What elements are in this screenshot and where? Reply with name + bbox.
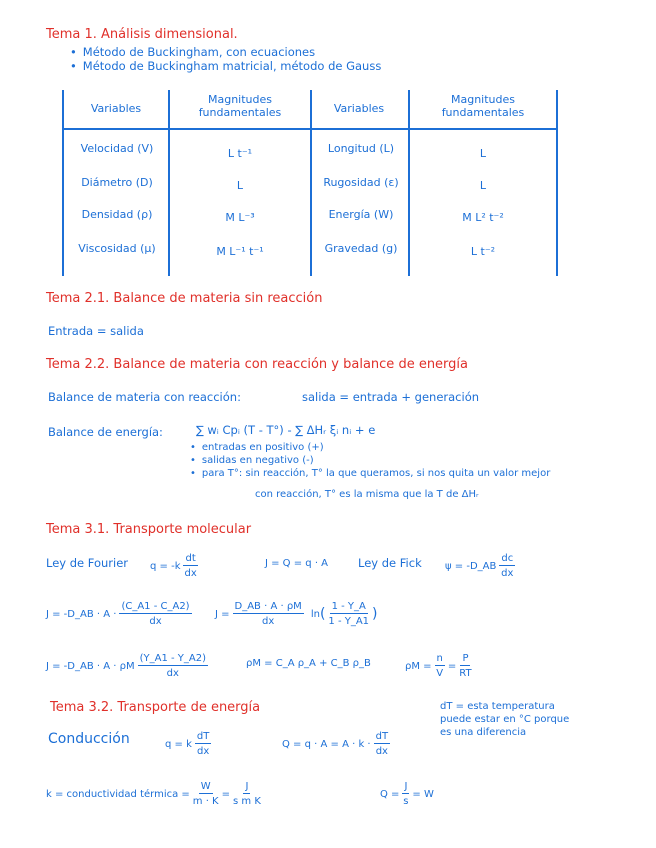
table-cell: Rugosidad (ε) (323, 176, 399, 189)
power-equation (380, 780, 434, 808)
tema31-title: Tema 3.1. Transporte molecular (46, 522, 252, 537)
eq3-fraction (233, 600, 304, 628)
fourier-label: Ley de Fourier (46, 556, 129, 570)
q-rhs: = W (412, 788, 434, 800)
table-header-rule (62, 128, 558, 130)
fick-equation (445, 552, 518, 580)
materia-label: Balance de materia con reacción: (48, 390, 241, 404)
k-fraction-2 (233, 780, 261, 808)
fraction-numerator: (Y_A1 - Y_A2) (139, 653, 206, 664)
ln-symbol: ln (310, 608, 320, 620)
fraction-numerator: n (436, 653, 443, 664)
dt-note-line: puede estar en °C porque (440, 714, 570, 725)
fourier-lhs: q = -k (150, 560, 181, 572)
tema1-bullets (70, 45, 381, 73)
dt-note (440, 700, 569, 739)
table-cell: M L² t⁻² (462, 211, 504, 224)
energia-note: • entradas en positivo (+) (190, 441, 550, 454)
table-header: Magnitudes fundamentales (441, 93, 525, 119)
paren-open: ( (319, 606, 326, 622)
fraction-denominator: RT (459, 668, 472, 679)
fick-lhs: ψ = -D_AB (445, 560, 497, 572)
eq6-lhs: ρM = (405, 660, 432, 672)
tema21-line: Entrada = salida (48, 324, 144, 338)
fraction-denominator: dx (375, 746, 388, 757)
tema22-title: Tema 2.2. Balance de materia con reacción y balance de energía (46, 357, 469, 372)
cond-eq1-lhs: q = k (165, 738, 192, 750)
fraction-numerator: P (462, 653, 469, 664)
fick-label: Ley de Fick (358, 556, 422, 570)
conduccion-eq-1 (165, 730, 214, 758)
energia-notes (190, 441, 550, 480)
fraction-denominator: dx (196, 746, 210, 757)
table-divider (408, 90, 410, 276)
table-header: Variables (333, 102, 385, 115)
tema1-title: Tema 1. Análisis dimensional. (46, 27, 238, 42)
eq4-lhs: J = -D_AB · A · ρM (46, 660, 135, 672)
dt-note-line: es una diferencia (440, 727, 527, 738)
fraction-denominator: dx (166, 668, 179, 679)
fraction-denominator: m · K (192, 796, 219, 807)
table-cell: M L⁻³ (225, 211, 255, 224)
table-cell: M L⁻¹ t⁻¹ (216, 245, 264, 258)
paren-close: ) (372, 606, 378, 622)
fourier-equation (150, 552, 201, 580)
k-fraction-1 (193, 780, 219, 808)
eq2-fraction (119, 600, 191, 628)
table-border (62, 90, 64, 276)
k-label: k = conductividad térmica = (46, 788, 190, 800)
table-border (556, 90, 558, 276)
fraction-numerator: dT (375, 731, 389, 742)
table-cell: Longitud (L) (327, 142, 395, 155)
fraction-numerator: W (200, 781, 211, 792)
table-divider (310, 90, 312, 276)
energia-label: Balance de energía: (48, 425, 163, 439)
table-cell: Velocidad (V) (80, 142, 154, 155)
table-cell: L (479, 147, 487, 160)
fraction-denominator: dx (184, 568, 197, 579)
dt-note-line: dT = esta temperatura (440, 701, 555, 712)
fraction-numerator: dT (196, 731, 210, 742)
diffusion-eq-3 (215, 600, 378, 628)
table-cell: L t⁻¹ (227, 147, 253, 160)
fraction-numerator: D_AB · A · ρM (234, 601, 302, 612)
energia-note-cont: con reacción, T° es la misma que la T de ΔHᵣ (255, 489, 479, 500)
tema1-bullet: • Método de Buckingham matricial, método de Gauss (70, 59, 381, 73)
eq2-lhs: J = -D_AB · A · (46, 608, 117, 620)
diffusion-eq-2 (46, 600, 195, 628)
energia-equation: ∑ wᵢ Cpᵢ (T - T°) - ∑ ΔHᵣ ξᵢ nᵢ + e (196, 423, 376, 437)
table-cell: L t⁻² (470, 245, 496, 258)
fraction-numerator: J (245, 781, 249, 792)
table-cell: L (479, 179, 487, 192)
table-cell: Viscosidad (μ) (78, 242, 156, 255)
energia-note: • salidas en negativo (-) (190, 454, 550, 467)
dimensional-table (62, 90, 558, 276)
fraction-numerator: (C_A1 - C_A2) (121, 601, 190, 612)
table-cell: Gravedad (g) (324, 242, 398, 255)
energia-note: • para T°: sin reacción, T° la que queramos, si nos quita un valor mejor (190, 467, 550, 480)
equals-sign: = (221, 788, 231, 800)
table-header: Variables (90, 102, 142, 115)
fraction-denominator: dx (262, 616, 275, 627)
fraction-denominator: 1 - Y_A1 (328, 616, 370, 627)
fraction-denominator: V (436, 668, 444, 679)
fraction-denominator: s m K (233, 796, 261, 807)
cond-eq2-fraction (374, 730, 390, 758)
fraction-numerator: dc (501, 553, 514, 564)
table-divider (168, 90, 170, 276)
flux-equation: J = Q = q · A (265, 558, 329, 569)
conductivity-equation (46, 780, 264, 808)
conduccion-label: Conducción (48, 731, 130, 747)
q-lhs: Q = (380, 788, 400, 800)
table-cell: Energía (W) (328, 208, 394, 221)
fraction-numerator: J (404, 781, 408, 792)
fraction-denominator: s (403, 796, 409, 807)
q-fraction (402, 780, 409, 808)
eq4-fraction (138, 652, 208, 680)
conduccion-eq-2 (282, 730, 393, 758)
fick-fraction (499, 552, 515, 580)
density-equation: ρM = C_A ρ_A + C_B ρ_B (246, 658, 371, 669)
table-cell: Diámetro (D) (81, 176, 153, 189)
fraction-numerator: dt (185, 553, 196, 564)
eq6-fraction-1 (435, 652, 445, 680)
table-cell: L (236, 179, 244, 192)
equals-sign: = (447, 660, 457, 672)
cond-eq1-fraction (195, 730, 211, 758)
table-header: Magnitudes fundamentales (198, 93, 282, 119)
tema21-title: Tema 2.1. Balance de materia sin reacción (46, 291, 323, 306)
molar-density-equation (405, 652, 475, 680)
eq3-lhs: J = (215, 608, 230, 620)
table-cell: Densidad (ρ) (81, 208, 153, 221)
fraction-numerator: 1 - Y_A (331, 601, 366, 612)
tema32-title: Tema 3.2. Transporte de energía (50, 700, 261, 715)
materia-equation: salida = entrada + generación (302, 390, 480, 404)
eq6-fraction-2 (459, 652, 471, 680)
ln-fraction (328, 600, 369, 628)
fraction-denominator: dx (501, 568, 514, 579)
fraction-denominator: dx (149, 616, 162, 627)
tema1-bullet: • Método de Buckingham, con ecuaciones (70, 45, 381, 59)
fourier-fraction (183, 552, 197, 580)
diffusion-eq-4 (46, 652, 211, 680)
cond-eq2-lhs: Q = q · A = A · k · (282, 738, 371, 750)
